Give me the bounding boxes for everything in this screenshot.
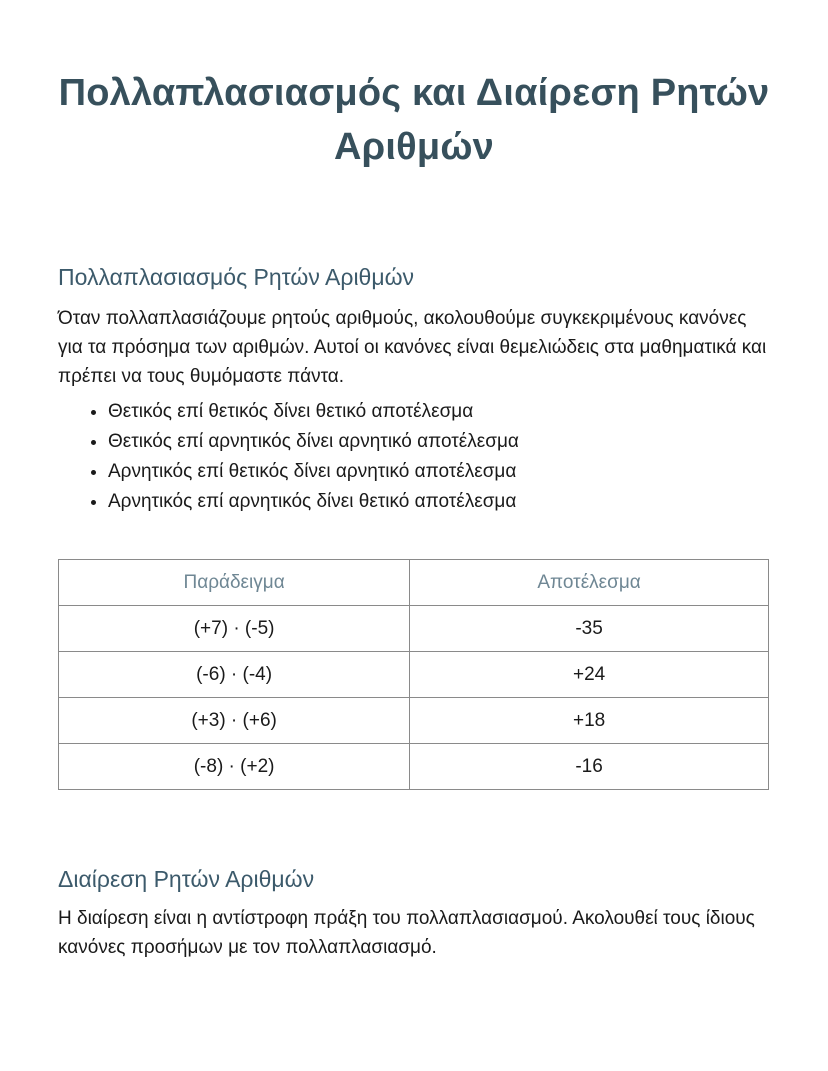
column-header-example: Παράδειγμα: [59, 560, 410, 606]
result-cell: -16: [410, 744, 769, 790]
section-heading-division: Διαίρεση Ρητών Αριθμών: [58, 866, 315, 892]
result-cell: +18: [410, 698, 769, 744]
example-cell: (-8) · (+2): [59, 744, 410, 790]
column-header-result: Αποτέλεσμα: [410, 560, 769, 606]
example-cell: (-6) · (-4): [59, 652, 410, 698]
table-row: [59, 652, 769, 698]
table-row: [59, 606, 769, 652]
multiplication-paragraph: Όταν πολλαπλασιάζουμε ρητούς αριθμούς, ακολουθούμε συγκεκριμένους κανόνες για τα πρόσημα των αριθμών. Αυτοί οι κανόνες είναι θεμελιώδεις στα μαθηματικά και πρέπει να τους θυμόμαστε πάντα.: [58, 308, 767, 387]
page-title: Πολλαπλασιασμός και Διαίρεση Ρητών Αριθμών: [58, 72, 770, 168]
result-cell: +24: [410, 652, 769, 698]
example-cell: (+3) · (+6): [59, 698, 410, 744]
list-item: • Θετικός επί θετικός δίνει θετικό αποτέλεσμα: [108, 397, 770, 427]
division-paragraph: Η διαίρεση είναι η αντίστροφη πράξη του πολλαπλασιασμού. Ακολουθεί τους ίδιους κανόνες προσήμων με τον πολλαπλασιασμό.: [58, 908, 755, 958]
list-item: • Θετικός επί αρνητικός δίνει αρνητικό αποτέλεσμα: [108, 427, 770, 457]
section-heading-multiplication: Πολλαπλασιασμός Ρητών Αριθμών: [58, 264, 415, 290]
sign-rules-list: [58, 397, 770, 517]
list-item: • Αρνητικός επί αρνητικός δίνει θετικό αποτέλεσμα: [108, 487, 770, 517]
example-cell: (+7) · (-5): [59, 606, 410, 652]
examples-table: [58, 559, 769, 790]
table-header-row: [59, 560, 769, 606]
result-cell: -35: [410, 606, 769, 652]
table-row: [59, 744, 769, 790]
table-row: [59, 698, 769, 744]
list-item: • Αρνητικός επί θετικός δίνει αρνητικό αποτέλεσμα: [108, 457, 770, 487]
